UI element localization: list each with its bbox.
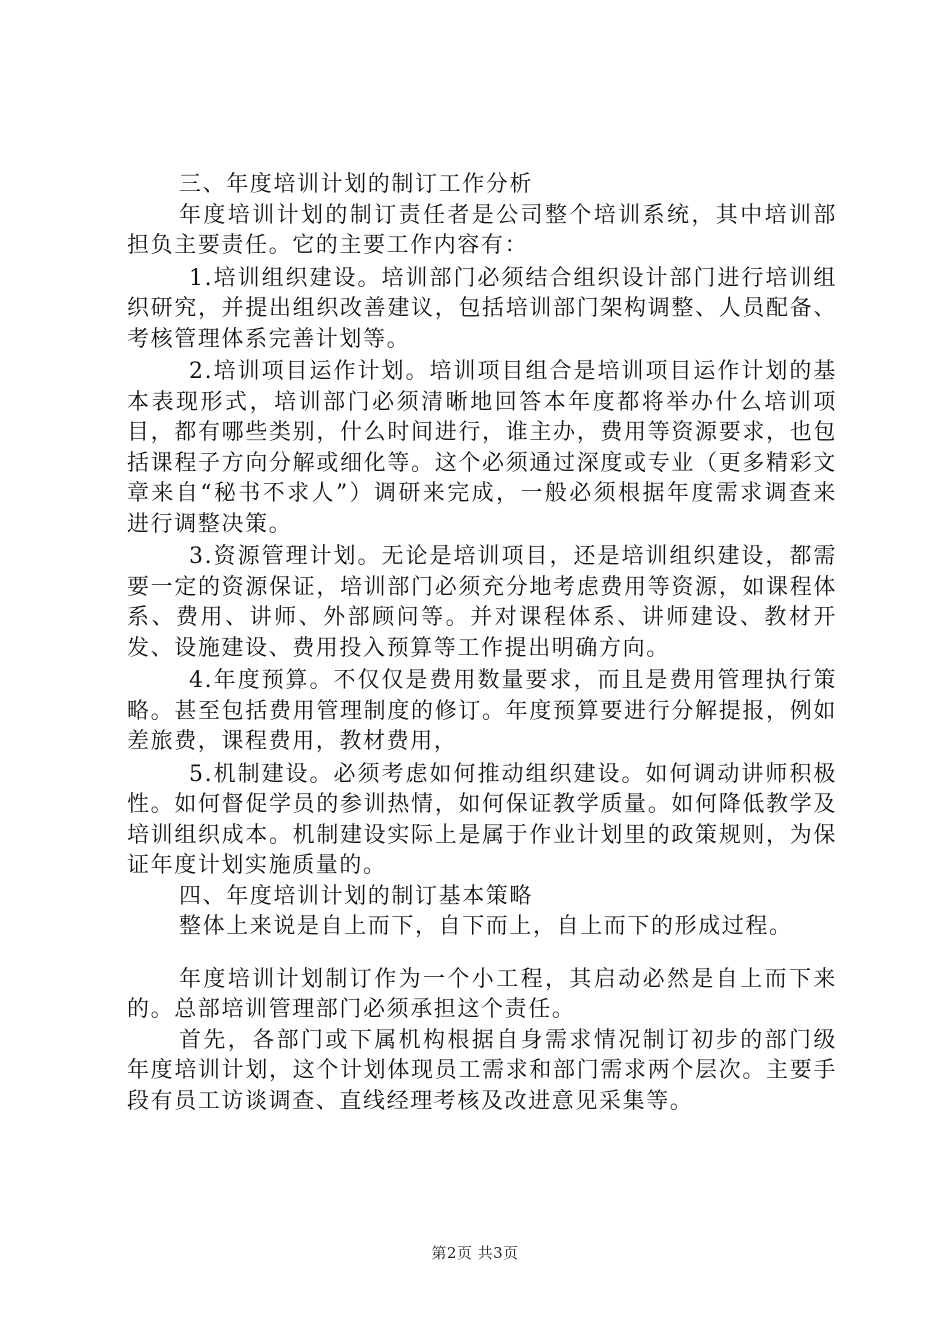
list-item-5: 5.机制建设。必须考虑如何推动组织建设。如何调动讲师积极性。如何督促学员的参训热情，如何保证教学质量。如何降低教学及培训组织成本。机制建设实际上是属于作业计划里的政策规则，为保证年度计划实施质量的。 — [127, 761, 837, 878]
paragraph-intro: 年度培训计划的制订责任者是公司整个培训系统，其中培训部担负主要责任。它的主要工作内容有： — [127, 202, 837, 258]
paragraph-overall: 整体上来说是自上而下，自下而上，自上而下的形成过程。 — [179, 914, 793, 939]
paragraph-start: 年度培训计划制订作为一个小工程，其启动必然是自上而下来的。总部培训管理部门必须承担这个责任。 — [127, 966, 837, 1022]
paragraph-first: 首先，各部门或下属机构根据自身需求情况制订初步的部门级年度培训计划，这个计划体现员工需求和部门需求两个层次。主要手段有员工访谈调查、直线经理考核及改进意见采集等。 — [127, 1027, 837, 1114]
document-body — [127, 170, 837, 1117]
list-item-4: 4.年度预算。不仅仅是费用数量要求，而且是费用管理执行策略。甚至包括费用管理制度的修订。年度预算要进行分解提报，例如差旅费，课程费用，教材费用， — [127, 668, 837, 754]
list-item-3: 3.资源管理计划。无论是培训项目，还是培训组织建设，都需要一定的资源保证，培训部门必须充分地考虑费用等资源，如课程体系、费用、讲师、外部顾问等。并对课程体系、讲师建设、教材开发、设施建设、费用投入预算等工作提出明确方向。 — [127, 544, 837, 661]
page-number-footer: 第2页 共3页 — [431, 1244, 519, 1262]
section-heading-3: 三、年度培训计划的制订工作分析 — [179, 172, 534, 197]
section-heading-4: 四、年度培训计划的制订基本策略 — [179, 883, 534, 909]
list-item-2: 2.培训项目运作计划。培训项目组合是培训项目运作计划的基本表现形式，培训部门必须清晰地回答本年度都将举办什么培训项目，都有哪些类别，什么时间进行，谁主办，费用等资源要求，也包括课程子方向分解或细化等。这个必须通过深度或专业（更多精彩文章来自“秘书不求人”）调研来完成，一般必须根据年度需求调查来进行调整决策。 — [127, 359, 837, 537]
list-item-1: 1.培训组织建设。培训部门必须结合组织设计部门进行培训组织研究，并提出组织改善建议，包括培训部门架构调整、人员配备、考核管理体系完善计划等。 — [127, 265, 837, 352]
